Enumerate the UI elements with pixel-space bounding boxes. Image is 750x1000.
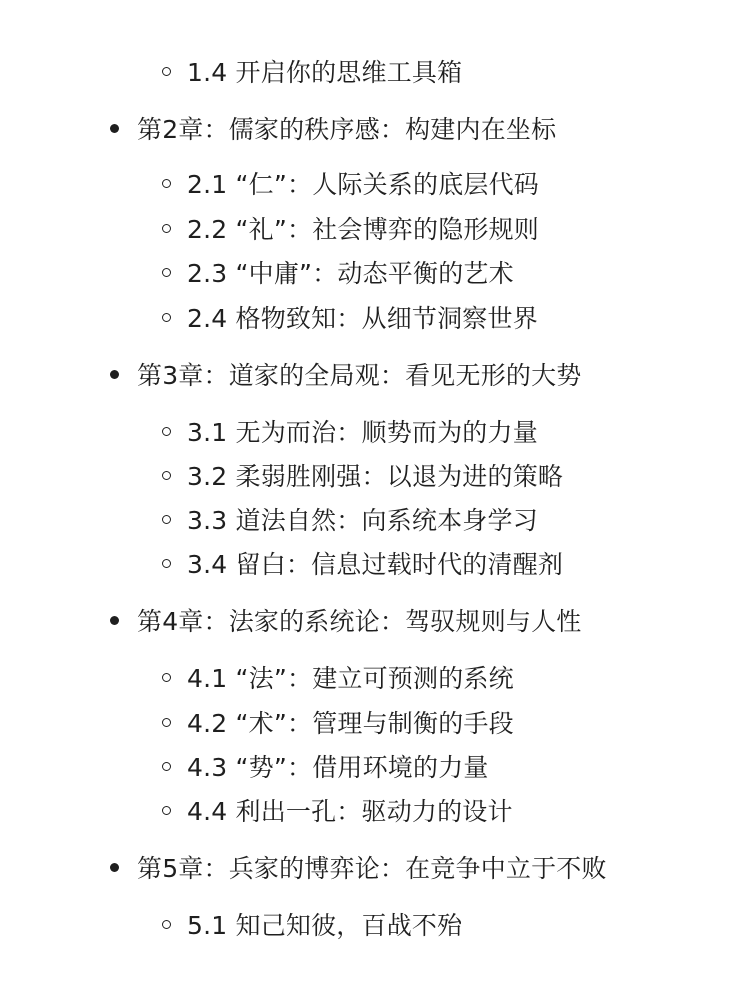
list-item: [162, 254, 514, 290]
section-title: 4.3 “势”：借用环境的力量: [187, 753, 489, 782]
circle-bullet-icon: [162, 224, 171, 233]
list-item: [110, 110, 556, 146]
section-title: 3.4 留白：信息过载时代的清醒剂: [187, 550, 564, 579]
circle-bullet-icon: [162, 471, 171, 480]
section-title: 2.3 “中庸”：动态平衡的艺术: [187, 259, 514, 288]
chapter-title: 第5章：兵家的博弈论：在竞争中立于不败: [137, 854, 607, 883]
section-title: 1.4 开启你的思维工具箱: [187, 58, 463, 87]
circle-bullet-icon: [162, 559, 171, 568]
circle-bullet-icon: [162, 806, 171, 815]
circle-bullet-icon: [162, 673, 171, 682]
section-title: 4.4 利出一孔：驱动力的设计: [187, 797, 513, 826]
section-title: 2.2 “礼”：社会博弈的隐形规则: [187, 215, 540, 244]
circle-bullet-icon: [162, 515, 171, 524]
circle-bullet-icon: [162, 268, 171, 277]
list-item: [162, 545, 563, 581]
list-item: [110, 602, 582, 638]
chapter-title: 第2章：儒家的秩序感：构建内在坐标: [137, 115, 557, 144]
section-title: 3.2 柔弱胜刚强：以退为进的策略: [187, 462, 564, 491]
section-title: 2.4 格物致知：从细节洞察世界: [187, 304, 538, 333]
list-item: [110, 849, 607, 885]
circle-bullet-icon: [162, 67, 171, 76]
list-item: [162, 748, 489, 784]
circle-bullet-icon: [162, 313, 171, 322]
list-item: [162, 210, 539, 246]
list-item: [110, 356, 582, 392]
chapter-title: 第4章：法家的系统论：驾驭规则与人性: [137, 607, 582, 636]
disc-bullet-icon: [110, 124, 119, 133]
section-title: 4.2 “术”：管理与制衡的手段: [187, 709, 514, 738]
circle-bullet-icon: [162, 718, 171, 727]
circle-bullet-icon: [162, 179, 171, 188]
list-item: [162, 457, 563, 493]
circle-bullet-icon: [162, 762, 171, 771]
section-title: 3.3 道法自然：向系统本身学习: [187, 506, 538, 535]
list-item: [162, 501, 538, 537]
list-item: [162, 906, 462, 942]
list-item: [162, 165, 539, 201]
list-item: [162, 792, 513, 828]
circle-bullet-icon: [162, 920, 171, 929]
list-item: [162, 413, 538, 449]
disc-bullet-icon: [110, 616, 119, 625]
disc-bullet-icon: [110, 863, 119, 872]
circle-bullet-icon: [162, 427, 171, 436]
list-item: [162, 704, 514, 740]
section-title: 5.1 知己知彼，百战不殆: [187, 911, 463, 940]
chapter-title: 第3章：道家的全局观：看见无形的大势: [137, 361, 582, 390]
section-title: 3.1 无为而治：顺势而为的力量: [187, 418, 538, 447]
disc-bullet-icon: [110, 370, 119, 379]
section-title: 2.1 “仁”：人际关系的底层代码: [187, 170, 540, 199]
list-item: [162, 53, 462, 89]
list-item: [162, 659, 514, 695]
list-item: [162, 299, 538, 335]
section-title: 4.1 “法”：建立可预测的系统: [187, 664, 514, 693]
